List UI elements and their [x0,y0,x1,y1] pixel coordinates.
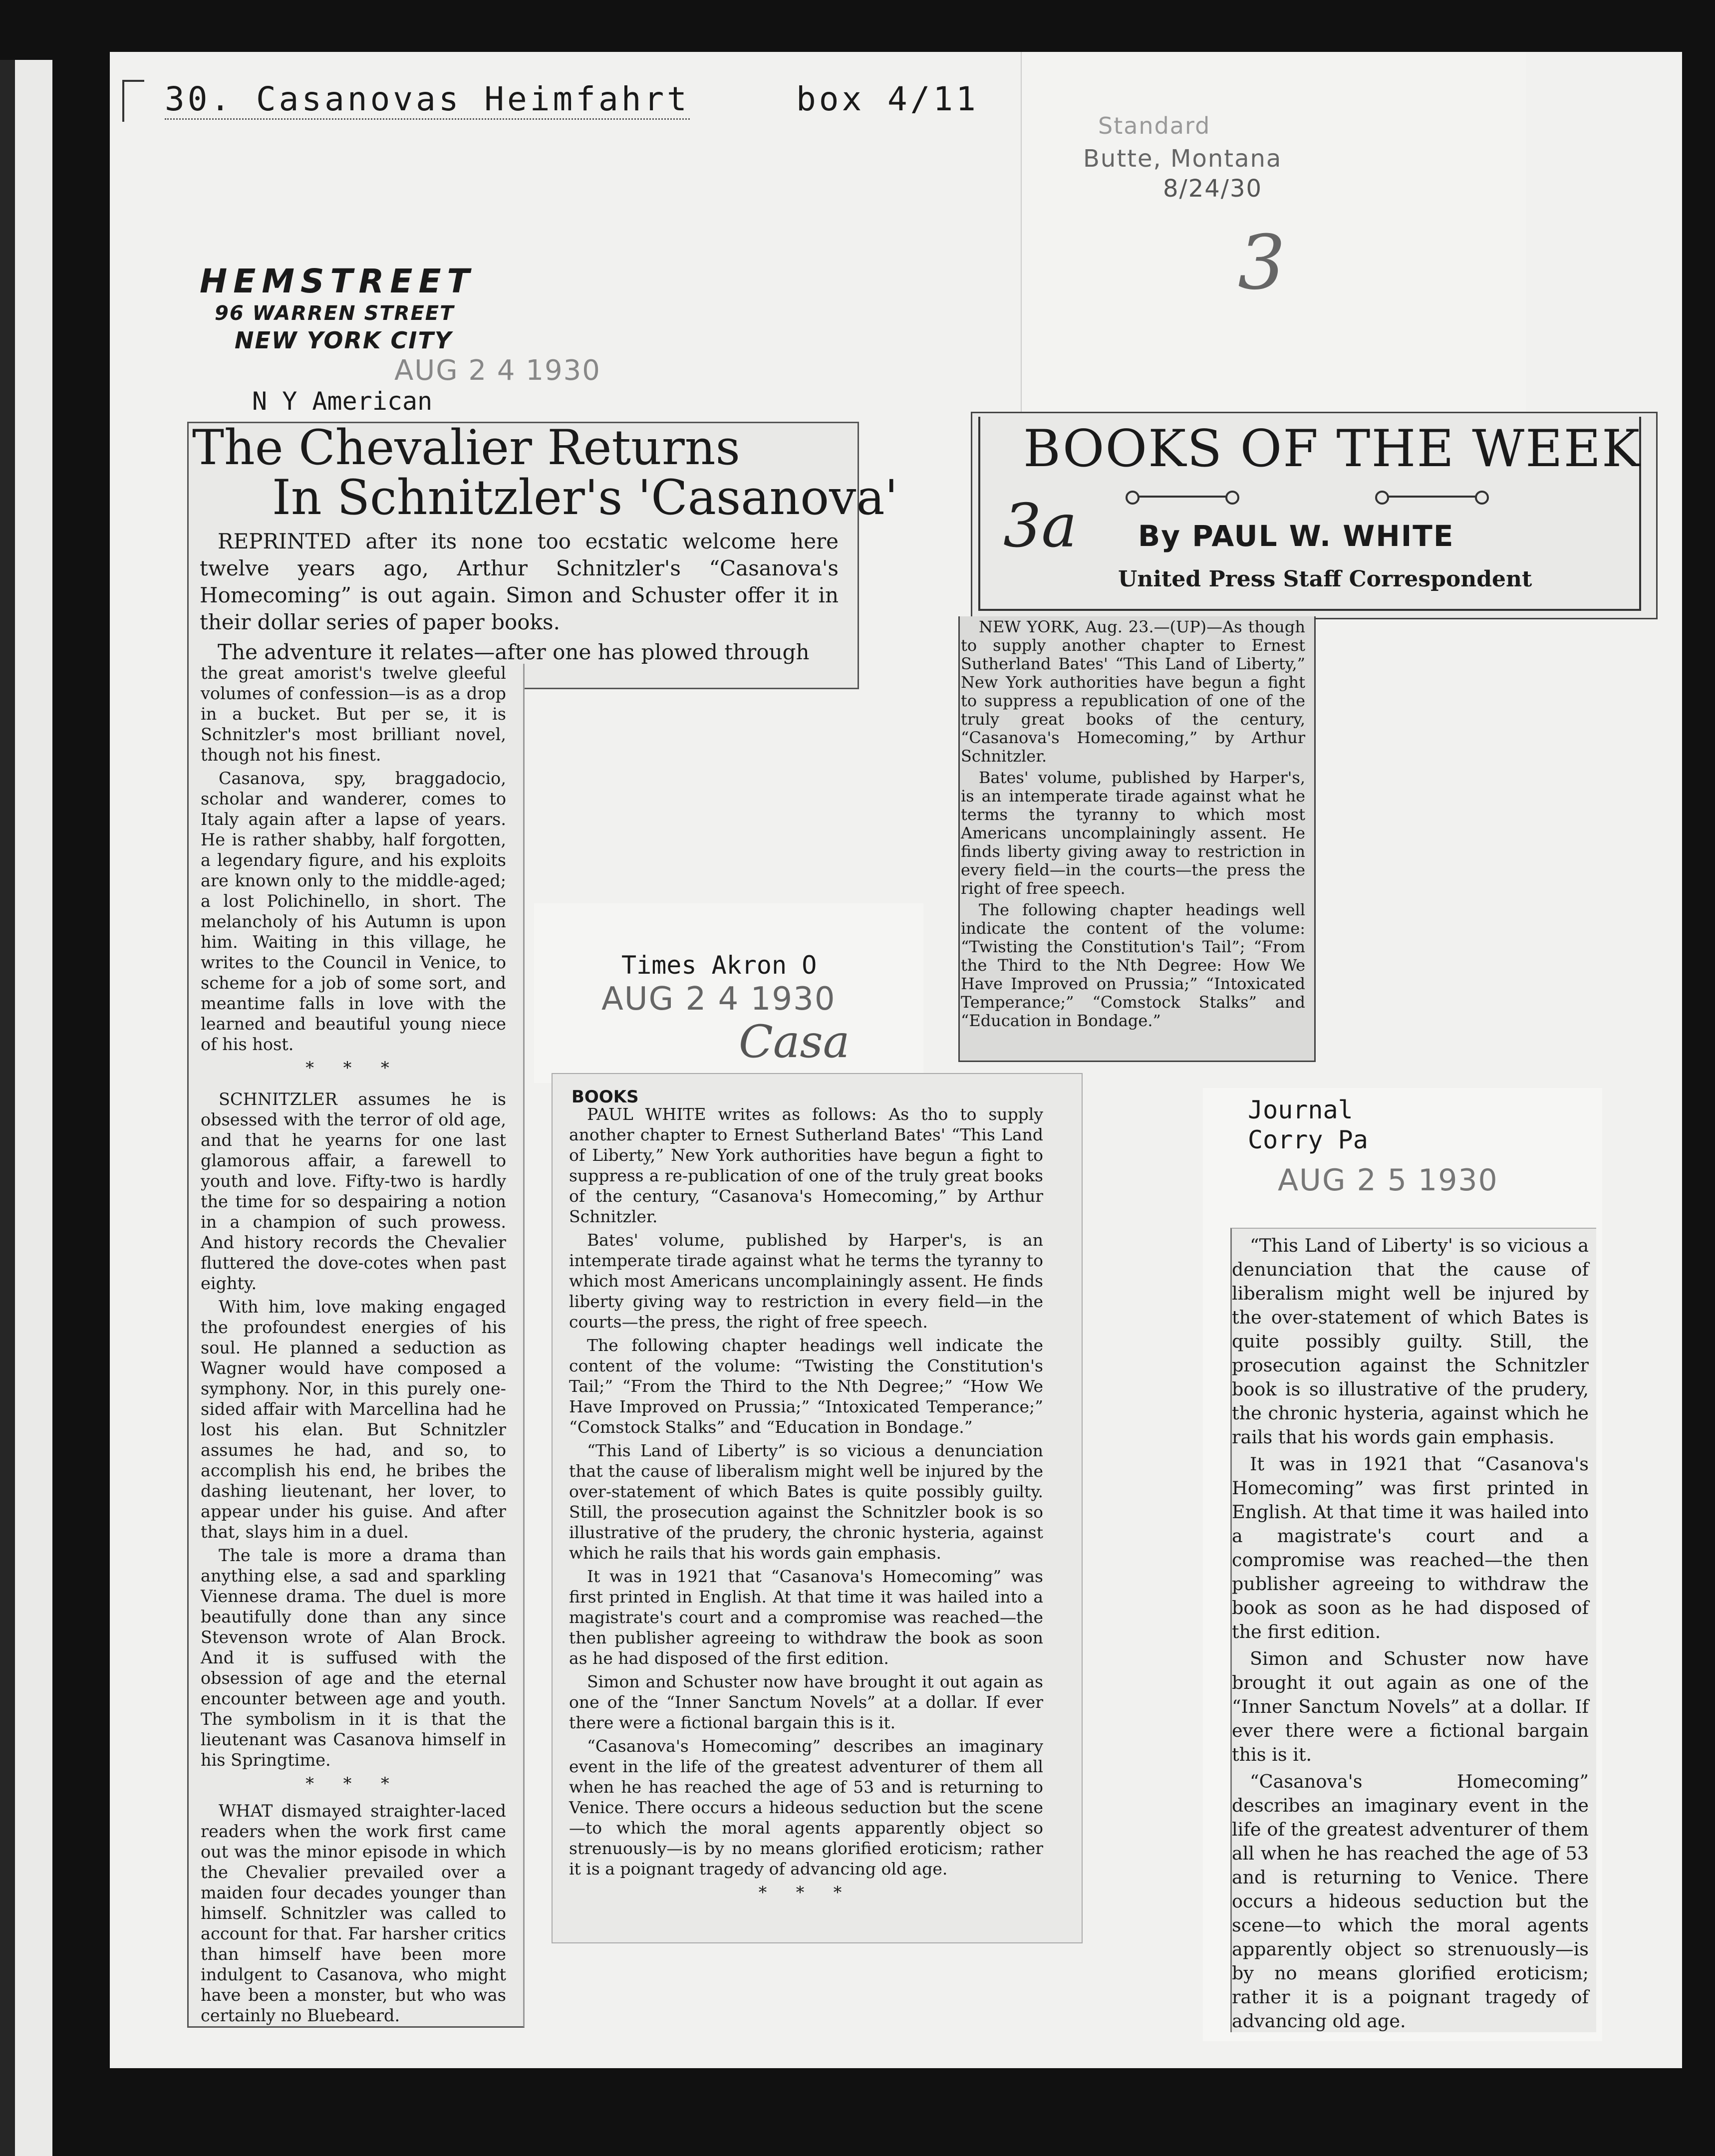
ny-american-col2-p1: SCHNITZLER assumes he is obsessed with the terror of old age, and that he yearns for one last glamorous affair, a farewell to youth and love. Fifty-two is hardly the time for so despairing a notion in a champion of such prowess. And history records the Chevalier fluttered the dove-cotes when past eighty. [201,1089,506,1293]
times-akron-date-stamp: AUG 2 4 1930 [601,981,836,1018]
books-of-week-affiliation: United Press Staff Correspondent [1118,566,1532,592]
ny-american-source: N Y American [252,387,433,416]
journal-corry-p1: “This Land of Liberty' is so vicious a denunciation that the cause of liberalism might well be injured by the over-statement of which Bates is quite possibly guilty. Still, the prosecution against the Schnitzler book is so illustrative of the prudery, the chronic hysteria, against which he rails that his words gain emphasis. [1232,1235,1589,1448]
journal-corry-date-stamp: AUG 2 5 1930 [1278,1163,1498,1198]
ny-american-col-p2: Casanova, spy, braggadocio, scholar and wanderer, comes to Italy again after a lapse of years. He is rather shabby, half forgotten, a legendary figure, and his exploits are known only to the middle-aged; a lost Polichinello, in short. The melancholy of his Autumn is upon him. Waiting in this village, he writes to the Council in Venice, to scheme for a job of some sort, and meantime falls in love with the learned and beautiful young niece of his host. [201,769,506,1054]
ny-american-separator-1: * * * [305,1058,401,1078]
times-akron-body [569,1104,1043,1909]
journal-corry-p4: “Casanova's Homecoming” describes an imaginary event in the life of the greatest adventurer of them all when he has reached the age of 53 and is returning to Venice. There occurs a hideous seduction but the scene—to which the moral agents apparently object so strenuously—is by no means glorified eroticism; rather it is a poignant tragedy of advancing old age. [1232,1771,1589,2032]
books-of-week-ornament-dot-3 [1375,491,1389,505]
books-of-week-ornament-dot-2 [1225,491,1239,505]
books-of-week-title: BOOKS OF THE WEEK [1023,419,1641,479]
ny-american-intro-p1: REPRINTED after its none too ecstatic welcome here twelve years ago, Arthur Schnitzler's “Casanova's Homecoming” is out again. Simon and Schuster offer it in their dollar series of paper books. [200,529,839,634]
times-akron-source: Times Akron O [621,951,817,980]
scan-border [0,60,15,2156]
hemstreet-city: NEW YORK CITY [235,327,453,354]
ny-american-intro-p2: The adventure it relates—after one has plowed through [218,640,810,664]
books-of-week-ornament-dot-1 [1126,491,1140,505]
ny-american-intro [200,528,839,669]
ny-american-separator-2: * * * [305,1774,401,1793]
corner-mark [122,80,144,122]
times-akron-p3: The following chapter headings well indicate the content of the volume: “Twisting the Constitution's Tail;” “From the Third to the Nth Degree;” “How We Have Improved on Prussia;” “Intoxicated Temperance;” “Comstock Stalks” and “Education in Bondage.” [569,1336,1043,1437]
times-akron-handwritten: Casa [739,1016,850,1068]
page-title: 30. Casanovas Heimfahrt [165,80,690,120]
journal-corry-place: Corry Pa [1248,1125,1368,1154]
handwritten-three: 3 [1238,220,1286,306]
books-of-week-p2: Bates' volume, published by Harper's, is an intemperate tirade against what he terms the tyranny to which most Americans uncomplainingly assent. He finds liberty giving away to restriction in every field—in the courts—the press the right of free speech. [961,768,1305,898]
books-of-week-body [961,618,1305,1033]
hemstreet-address: 96 WARREN STREET [215,302,455,325]
standard-stamp-line1: Standard [1098,112,1211,139]
journal-corry-p2: It was in 1921 that “Casanova's Homecoming” was first printed in English. At that time it was hailed into a magistrate's court and a compromise was reached—the then publisher agreeing to withdraw the book as soon as he had disposed of the first edition. [1232,1453,1589,1642]
ny-american-col-p1: the great amorist's twelve gleeful volumes of confession—is as a drop in a bucket. But per se, it is Schnitzler's most brilliant novel, though not his finest. [201,663,506,765]
standard-stamp-line2: Butte, Montana [1083,145,1282,173]
ny-american-col3-p1: WHAT dismayed straighter-laced readers when the work first came out was the minor episode in which the Chevalier prevailed over a maiden four decades younger than himself. Schnitzler was called to account for that. Far harsher critics than himself have been more indulgent to Casanova, who might have been a monster, but who was certainly no Bluebeard. [201,1801,506,2025]
ny-american-col2-p3: The tale is more a drama than anything else, a sad and sparkling Viennese drama. The duel is more beautifully done than any since Stevenson wrote of Alan Brock. And it is suffused with the obsession of age and the eternal encounter between age and youth. The symbolism in it is that the lieutenant was Casanova himself in his Springtime. [201,1546,506,1770]
ny-american-headline-1: The Chevalier Returns [192,420,740,476]
times-akron-p4: “This Land of Liberty” is so vicious a denunciation that the cause of liberalism might well be injured by the over-statement of which Bates is quite possibly guilty. Still, the prosecution against the Schnitzler book is so illustrative of the prudery, the chronic hysteria, against which he rails that his words gain emphasis. [569,1441,1043,1563]
journal-corry-p3: Simon and Schuster now have brought it out again as one of the “Inner Sanctum Novels” at a dollar. If ever there were a fictional bargain this is it. [1232,1648,1589,1765]
journal-corry-body [1232,1234,1589,2036]
hemstreet-name: HEMSTREET [200,262,476,300]
books-of-week-ornament-right [1380,496,1480,498]
box-number: box 4/11 [796,80,979,118]
times-akron-separator: * * * [758,1883,854,1902]
journal-corry-source: Journal [1248,1095,1353,1124]
books-of-week-handwritten: 3a [1003,492,1077,561]
times-akron-p7: “Casanova's Homecoming” describes an imaginary event in the life of the greatest adventurer of them all when he has reached the age of 53 and is returning to Venice. There occurs a hideous seduction but the scene—to which the moral agents apparently object so strenuously—is by no means glorified eroticism; rather it is a poignant tragedy of advancing old age. [569,1736,1043,1879]
ny-american-column [201,663,506,2029]
times-akron-p2: Bates' volume, published by Harper's, is an intemperate tirade against what he terms the tyranny to which most Americans uncomplainingly assent. He finds liberty giving way to restriction in every field—in the courts—the press, the right of free speech. [569,1230,1043,1332]
times-akron-p1: PAUL WHITE writes as follows: As tho to supply another chapter to Ernest Sutherland Bates' “This Land of Liberty,” New York authorities have begun a fight to suppress a re-publication of one of the truly great books of the century, “Casanova's Homecoming,” by Arthur Schnitzler. [569,1104,1043,1226]
books-of-week-p3: The following chapter headings well indicate the content of the volume: “Twisting the Constitution's Tail”; “From the Third to the Nth Degree: How We Have Improved on Prussia;” “Intoxicated Temperance;” “Comstock Stalks” and “Education in Bondage.” [961,900,1305,1030]
times-akron-p6: Simon and Schuster now have brought it out again as one of the “Inner Sanctum Novels” at a dollar. If ever there were a fictional bargain this is it. [569,1672,1043,1732]
times-akron-heading: BOOKS [572,1087,639,1107]
books-of-week-ornament-dot-4 [1475,491,1489,505]
books-of-week-p1: NEW YORK, Aug. 23.—(UP)—As though to supply another chapter to Ernest Sutherland Bates' “This Land of Liberty,” New York authorities have begun a fight to suppress a republication of one of the truly great books of the century, “Casanova's Homecoming,” by Arthur Schnitzler. [961,617,1305,766]
times-akron-p5: It was in 1921 that “Casanova's Homecoming” was first printed in English. At that time it was hailed into a magistrate's court and a compromise was reached—the then publisher agreeing to withdraw the book as soon as he had disposed of the first edition. [569,1567,1043,1668]
books-of-week-byline: By PAUL W. WHITE [1138,519,1454,553]
books-of-week-ornament-left [1131,496,1230,498]
ny-american-headline-2: In Schnitzler's 'Casanova' [272,470,898,526]
standard-stamp-line3: 8/24/30 [1163,175,1263,203]
hemstreet-date-stamp: AUG 2 4 1930 [394,354,601,387]
ny-american-col2-p2: With him, love making engaged the profoundest energies of his soul. He planned a seduction as Wagner would have composed a symphony. Nor, in this purely one-sided affair with Marcellina had he lost his elan. But Schnitzler assumes he had, and so, to accomplish his end, he bribes the dashing lieutenant, her lover, to appear under his guise. And after that, slays him in a duel. [201,1297,506,1542]
